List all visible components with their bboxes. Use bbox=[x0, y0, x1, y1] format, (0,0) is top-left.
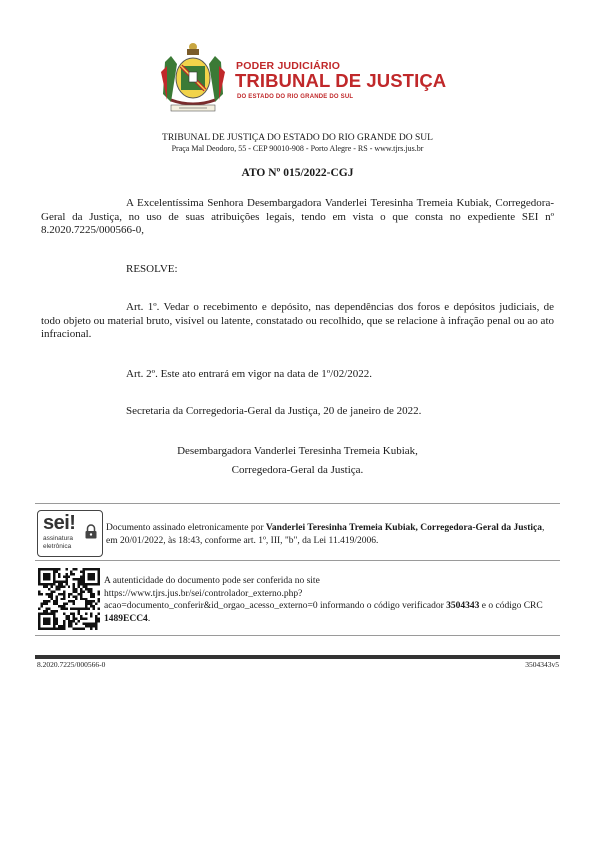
intro-paragraph: A Excelentíssima Senhora Desembargadora Vanderlei Teresinha Tremeia Kubiak, Corregedora-Geral da Justiça, no uso de suas atribuições legais, tendo em vista o que consta no expediente SEI nº 8.2020.7225/000566-0, bbox=[41, 197, 554, 236]
place-date: Secretaria da Corregedoria-Geral da Justiça, 20 de janeiro de 2022. bbox=[126, 405, 422, 417]
sei-logo-text: sei! bbox=[43, 512, 76, 534]
coat-of-arms-logo bbox=[157, 42, 229, 116]
footer-process-number: 8.2020.7225/000566-0 bbox=[37, 660, 106, 669]
document-title: ATO Nº 015/2022-CGJ bbox=[241, 167, 354, 179]
footer-doc-version: 3504343v5 bbox=[525, 660, 559, 669]
lock-icon bbox=[84, 524, 98, 539]
verification-mid: e o código CRC bbox=[479, 601, 543, 611]
verification-end: . bbox=[147, 613, 151, 624]
signature-text-before: Documento assinado eletronicamente por bbox=[106, 523, 266, 533]
institution-address: Praça Mal Deodoro, 55 - CEP 90010-908 - Porto Alegre - RS - www.tjrs.jus.br bbox=[171, 144, 424, 153]
divider bbox=[35, 560, 560, 561]
qr-code[interactable] bbox=[38, 568, 100, 630]
verification-line3 bbox=[104, 600, 559, 625]
institution-name: TRIBUNAL DE JUSTIÇA DO ESTADO DO RIO GRANDE DO SUL bbox=[162, 133, 433, 143]
resolve-heading: RESOLVE: bbox=[126, 263, 178, 275]
signature-signer: Vanderlei Teresinha Tremeia Kubiak, Corregedora-Geral da Justiça bbox=[265, 523, 542, 533]
sei-logo-sub2: eletrônica bbox=[43, 543, 72, 550]
sei-logo-sub1: assinatura bbox=[43, 535, 73, 542]
verification-code: 3504343 bbox=[446, 601, 480, 611]
signer-role: Corregedora-Geral da Justiça. bbox=[231, 464, 364, 476]
signature-statement bbox=[106, 522, 556, 547]
org-line-court: TRIBUNAL DE JUSTIÇA bbox=[235, 70, 447, 91]
signer-name: Desembargadora Vanderlei Teresinha Tremeia Kubiak, bbox=[177, 445, 418, 457]
org-line-judiciary: PODER JUDICIÁRIO bbox=[236, 60, 341, 72]
footer-bar bbox=[35, 655, 560, 659]
article-2: Art. 2º. Este ato entrará em vigor na data de 1º/02/2022. bbox=[126, 368, 372, 380]
verification-line1: A autenticidade do documento pode ser conferida no site bbox=[104, 576, 320, 586]
verification-statement bbox=[104, 575, 559, 625]
divider bbox=[35, 503, 560, 504]
org-line-state: DO ESTADO DO RIO GRANDE DO SUL bbox=[237, 94, 354, 100]
verification-text: acao=documento_conferir&id_orgao_acesso_externo=0 informando o código verificador bbox=[104, 601, 447, 611]
verification-url[interactable]: https://www.tjrs.jus.br/sei/controlador_externo.php? bbox=[104, 588, 303, 599]
signature-text-after: , em 20/01/2022, às 18:43, conforme art. 1º, III, "b", da Lei 11.419/2006. bbox=[106, 523, 545, 546]
verification-crc: 1489ECC4 bbox=[104, 613, 148, 624]
divider bbox=[35, 635, 560, 636]
article-1: Art. 1º. Vedar o recebimento e depósito, nas dependências dos foros e depósitos judiciais, de todo objeto ou material bruto, visível ou latente, constatado ou recolhido, que se relacione à infração penal ou ao ato infracional. bbox=[41, 301, 554, 340]
